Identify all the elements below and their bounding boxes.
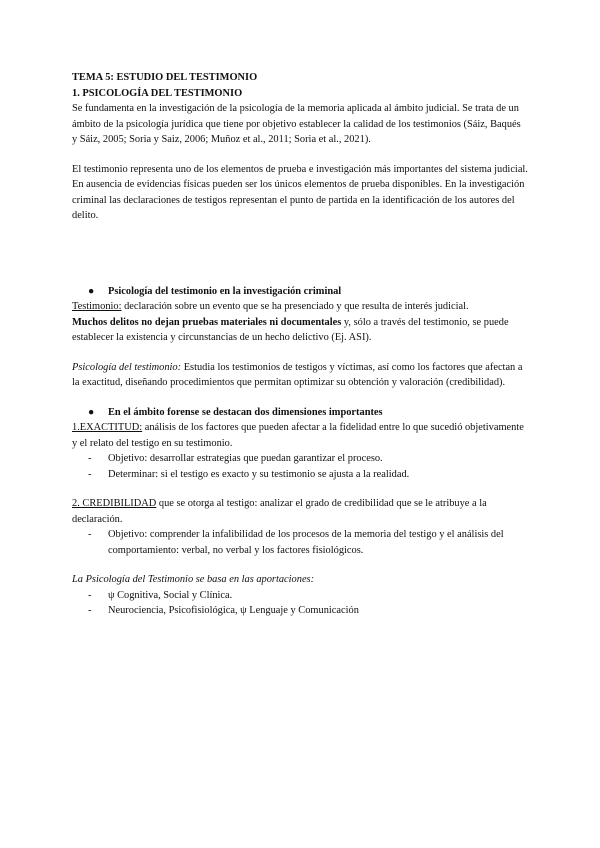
credibilidad-paragraph: 2. CREDIBILIDAD que se otorga al testigo: analizar el grado de credibilidad que se le atribuye a la declaración.	[72, 498, 487, 525]
exactitud-term: 1.EXACTITUD:	[72, 422, 143, 433]
bullet-icon: ●	[88, 285, 95, 297]
section-title: 1. PSICOLOGÍA DEL TESTIMONIO	[72, 87, 243, 99]
testimony-paragraph: El testimonio representa uno de los elementos de prueba e investigación más importantes del sistema judicial. En ausencia de evidencias físicas pueden ser los únicos elementos de prueba disponibles. En la investigación criminal las declaraciones de testigos representan el punto de partida en la identificación de los autores del delito.	[72, 163, 528, 221]
list-item: - Determinar: si el testigo es exacto y su testimonio se ajusta a la realidad.	[88, 468, 410, 480]
bullet-icon: ●	[88, 406, 95, 418]
psychology-definition: Psicología del testimonio: Estudia los testimonios de testigos y víctimas, así como los factores que afectan a la exactitud, diseñando procedimientos que permitan optimizar su obtención y valoración (credibilidad).	[72, 361, 523, 388]
italic-term: Psicología del testimonio:	[72, 361, 182, 373]
forensic-dimensions-heading: ● En el ámbito forense se destacan dos dimensiones importantes	[72, 405, 528, 421]
list-item: - Objetivo: desarrollar estrategias que puedan garantizar el proceso.	[88, 453, 383, 464]
credibilidad-term: 2. CREDIBILIDAD	[72, 498, 157, 509]
list-item: - Objetivo: comprender la infalibilidad de los procesos de la memoria del testigo y el análisis del comportamiento: verbal, no verbal y los factores fisiológicos.	[88, 529, 504, 556]
list-item: - ψ Cognitiva, Social y Clínica.	[88, 589, 233, 601]
list-item: - Neurociencia, Psicofisiológica, ψ Lenguaje y Comunicación	[88, 605, 359, 616]
exactitud-paragraph: 1.EXACTITUD: análisis de los factores que pueden afectar a la fidelidad entre lo que sucedió objetivamente y el relato del testigo en su testimonio.	[72, 422, 524, 449]
criminal-investigation-heading: ● Psicología del testimonio en la investigación criminal	[72, 284, 528, 300]
crimes-paragraph: Muchos delitos no dejan pruebas materiales ni documentales y, sólo a través del testimonio, se puede establecer la existencia y circunstancias de un hecho delictivo (Ej. ASI).	[72, 316, 509, 343]
contributions-intro: La Psicología del Testimonio se basa en las aportaciones:	[72, 574, 315, 585]
definition-term: Testimonio:	[72, 301, 122, 312]
bold-statement: Muchos delitos no dejan pruebas materiales ni documentales	[72, 316, 342, 328]
topic-title: TEMA 5: ESTUDIO DEL TESTIMONIO	[72, 72, 258, 83]
document-page	[72, 70, 528, 619]
testimony-definition: Testimonio: declaración sobre un evento que se ha presenciado y que resulta de interés judicial.	[72, 301, 469, 312]
intro-paragraph: Se fundamenta en la investigación de la psicología de la memoria aplicada al ámbito judicial. Se trata de un ámbito de la psicología jurídica que tiene por objetivo establecer la calidad de los testimonios (Sáiz, Baqués y Sáiz, 2005; Soria y Saiz, 2006; Muñoz et al., 2011; Soria et al., 2021).	[72, 103, 521, 145]
